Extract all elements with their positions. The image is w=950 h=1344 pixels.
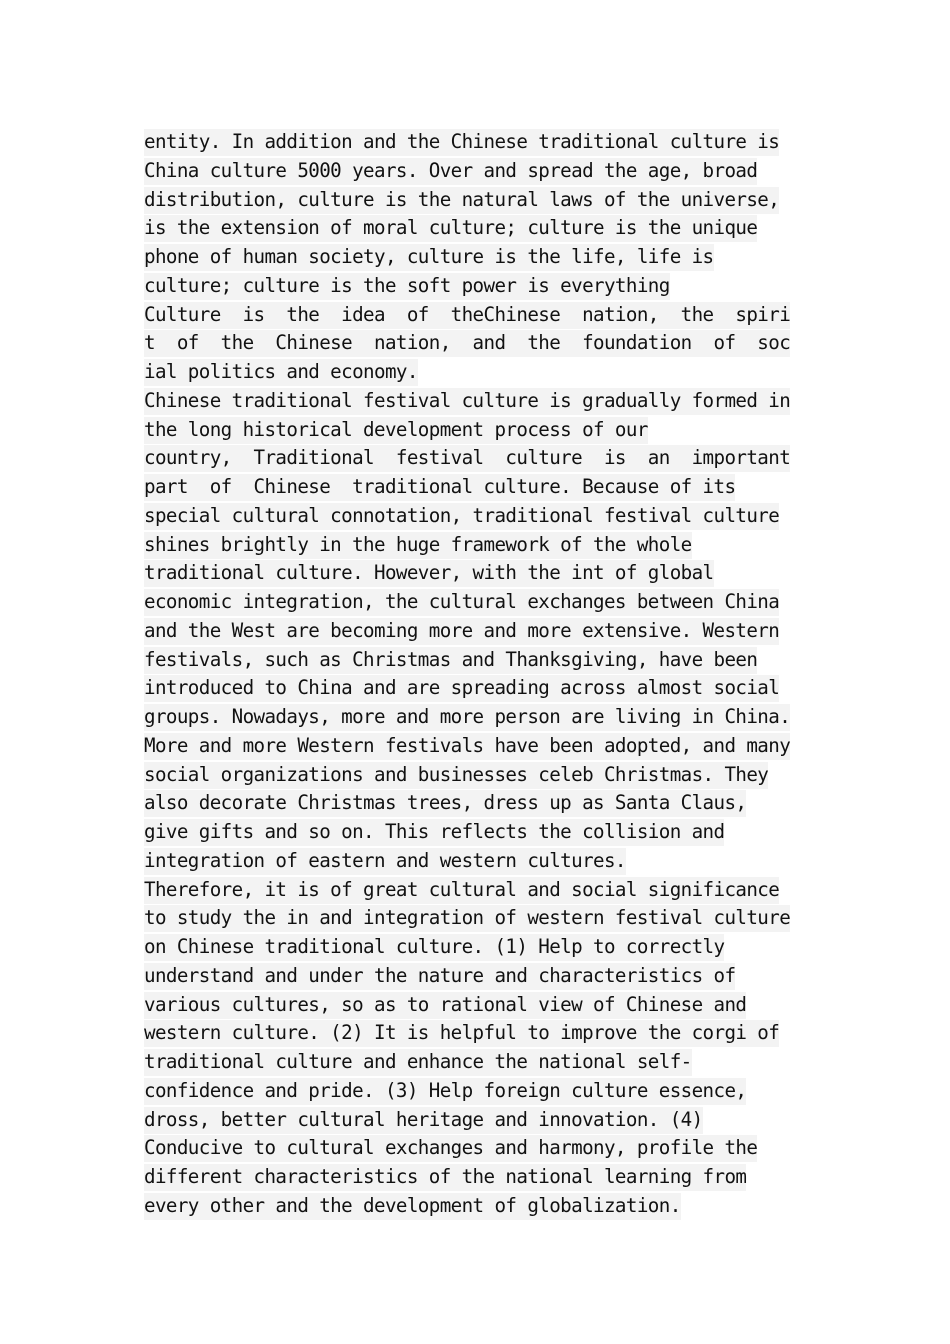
text-line: groups. Nowadays, more and more person are living in China. <box>144 703 806 732</box>
text-line: More and more Western festivals have been adopted, and many <box>144 732 806 761</box>
text-line: shines brightly in the huge framework of the whole <box>144 531 806 560</box>
text-line: the long historical development process of our <box>144 416 806 445</box>
text-line: ial politics and economy. <box>144 358 806 387</box>
body-text <box>144 128 806 1221</box>
text-line: economic integration, the cultural exchanges between China <box>144 588 806 617</box>
text-line: culture; culture is the soft power is everything <box>144 272 806 301</box>
text-line: confidence and pride. (3) Help foreign culture essence, <box>144 1077 806 1106</box>
text-line: China culture 5000 years. Over and spread the age, broad <box>144 157 806 186</box>
text-line: dross, better cultural heritage and innovation. (4) <box>144 1106 806 1135</box>
text-line: phone of human society, culture is the life, life is <box>144 243 806 272</box>
text-line: integration of eastern and western cultures. <box>144 847 806 876</box>
text-line: is the extension of moral culture; culture is the unique <box>144 214 806 243</box>
text-line: to study the in and integration of western festival culture <box>144 904 806 933</box>
text-line: Culture is the idea of theChinese nation, the spiri <box>144 301 806 330</box>
text-line: t of the Chinese nation, and the foundation of soc <box>144 329 806 358</box>
text-line: part of Chinese traditional culture. Because of its <box>144 473 806 502</box>
text-line: Therefore, it is of great cultural and social significance <box>144 876 806 905</box>
text-line: special cultural connotation, traditional festival culture <box>144 502 806 531</box>
text-line: every other and the development of globalization. <box>144 1192 806 1221</box>
text-line: give gifts and so on. This reflects the collision and <box>144 818 806 847</box>
text-line: also decorate Christmas trees, dress up as Santa Claus, <box>144 789 806 818</box>
text-line: western culture. (2) It is helpful to improve the corgi of <box>144 1019 806 1048</box>
text-line: different characteristics of the national learning from <box>144 1163 806 1192</box>
text-line: Conducive to cultural exchanges and harmony, profile the <box>144 1134 806 1163</box>
text-line: traditional culture and enhance the national self- <box>144 1048 806 1077</box>
text-line: social organizations and businesses celeb Christmas. They <box>144 761 806 790</box>
text-line: Chinese traditional festival culture is gradually formed in <box>144 387 806 416</box>
text-line: festivals, such as Christmas and Thanksgiving, have been <box>144 646 806 675</box>
text-line: country, Traditional festival culture is an important <box>144 444 806 473</box>
text-line: various cultures, so as to rational view of Chinese and <box>144 991 806 1020</box>
text-line: on Chinese traditional culture. (1) Help to correctly <box>144 933 806 962</box>
text-line: distribution, culture is the natural laws of the universe, <box>144 186 806 215</box>
text-line: understand and under the nature and characteristics of <box>144 962 806 991</box>
text-line: entity. In addition and the Chinese traditional culture is <box>144 128 806 157</box>
text-line: traditional culture. However, with the int of global <box>144 559 806 588</box>
text-line: and the West are becoming more and more extensive. Western <box>144 617 806 646</box>
text-line: introduced to China and are spreading across almost social <box>144 674 806 703</box>
